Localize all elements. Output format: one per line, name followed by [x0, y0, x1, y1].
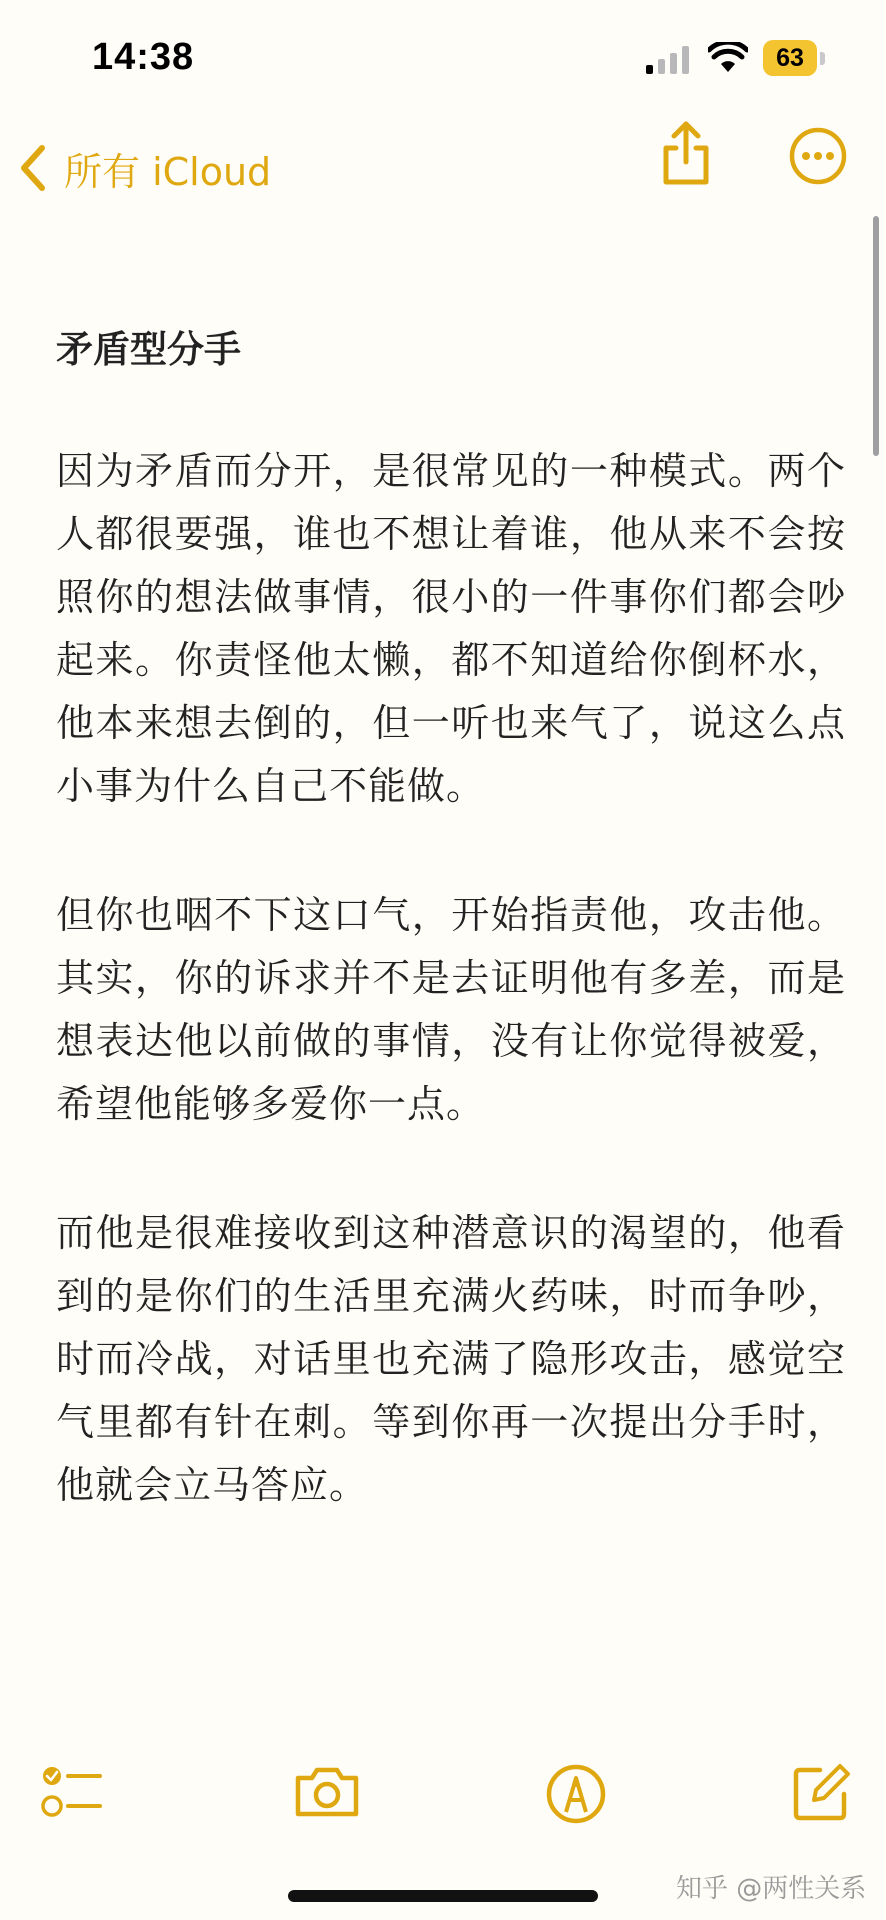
battery-indicator [763, 40, 825, 76]
markup-pen-icon [544, 1762, 608, 1826]
share-icon [656, 118, 716, 188]
status-time: 14:38 [92, 36, 195, 78]
more-ellipsis-icon [788, 126, 848, 186]
watermark: 知乎 @两性关系 [676, 1874, 867, 1904]
camera-button[interactable] [292, 1762, 362, 1826]
note-paragraph: 但你也咽不下这口气，开始指责他，攻击他。其实，你的诉求并不是去证明他有多差，而是想表达他以前做的事情，没有让你觉得被爱，希望他能够多爱你一点。 [56, 893, 846, 1126]
note-paragraph: 而他是很难接收到这种潜意识的渴望的，他看到的是你们的生活里充满火药味，时而争吵，时而冷战，对话里也充满了隐形攻击，感觉空气里都有针在刺。等到你再一次提出分手时，他就会立马答应。 [56, 1211, 846, 1507]
checklist-button[interactable] [40, 1762, 104, 1826]
more-button[interactable] [788, 126, 848, 186]
battery-level: 63 [763, 40, 817, 76]
camera-icon [292, 1762, 362, 1822]
scrollbar[interactable] [873, 216, 879, 456]
wifi-icon [708, 42, 748, 78]
markup-button[interactable] [544, 1762, 608, 1830]
status-bar [0, 0, 886, 118]
bottom-toolbar [0, 1740, 886, 1850]
back-button[interactable] [18, 128, 271, 208]
checklist-icon [40, 1762, 104, 1822]
note-paragraph: 因为矛盾而分开，是很常见的一种模式。两个人都很要强，谁也不想让着谁，他从来不会按照你的想法做事情，很小的一件事你们都会吵起来。你责怪他太懒，都不知道给你倒杯水，他本来想去倒的，但一听也来气了，说这么点小事为什么自己不能做。 [56, 449, 846, 808]
share-button[interactable] [656, 118, 716, 198]
cellular-signal-icon [646, 46, 690, 78]
note-title: 矛盾型分手 [56, 328, 241, 371]
compose-icon [790, 1762, 852, 1824]
chevron-left-icon [18, 144, 46, 192]
back-button-label: 所有 iCloud [64, 149, 272, 194]
note-body[interactable] [56, 322, 846, 1583]
navigation-bar [0, 118, 886, 228]
compose-button[interactable] [790, 1762, 852, 1828]
home-indicator[interactable] [288, 1890, 598, 1902]
battery-cap [820, 52, 825, 65]
